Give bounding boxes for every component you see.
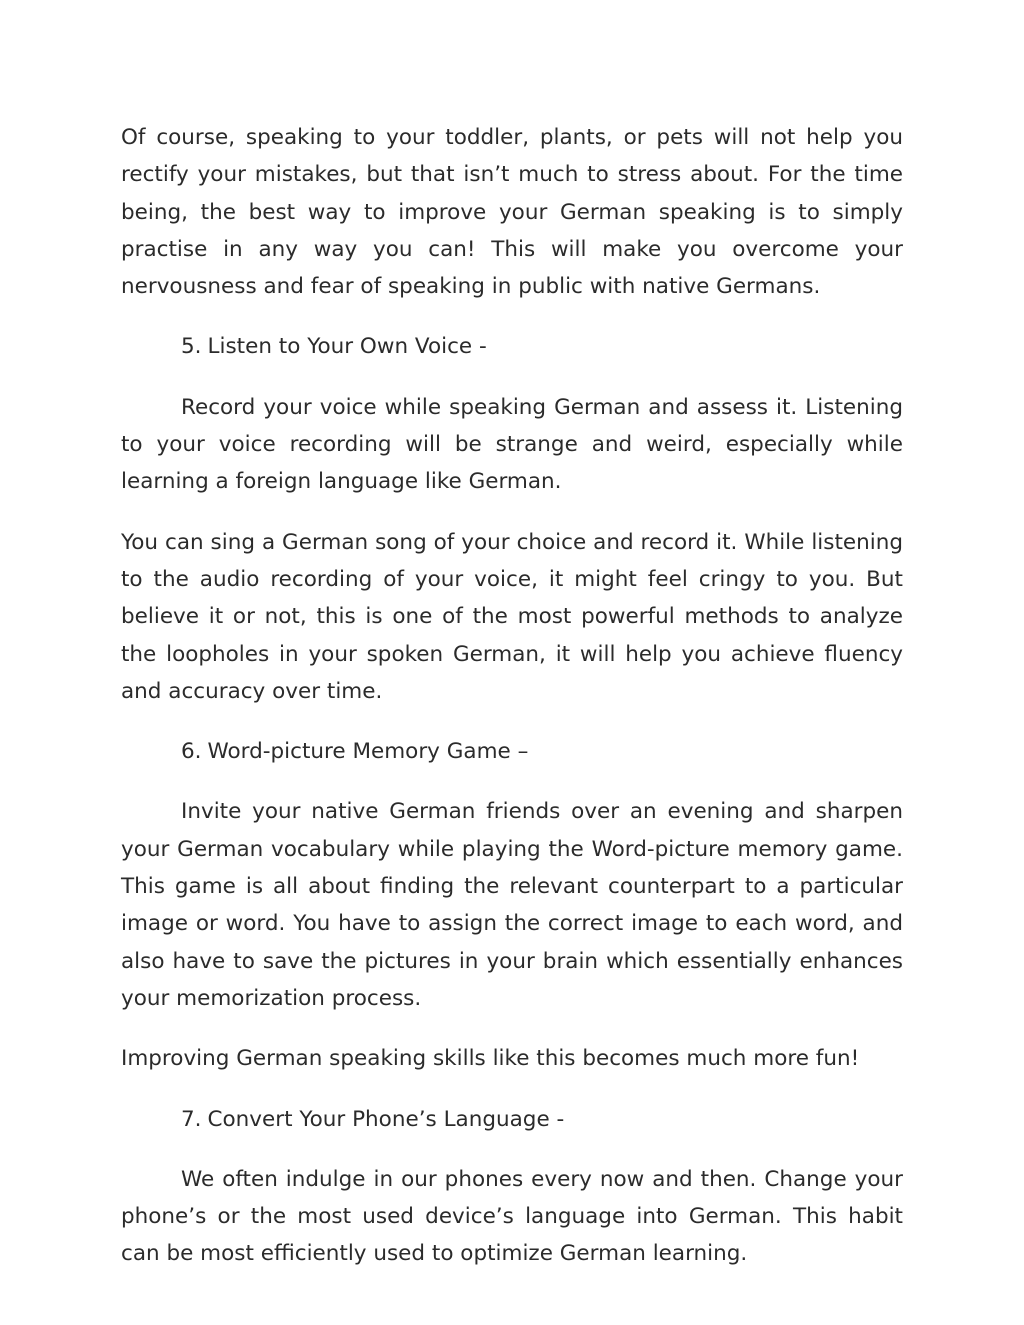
paragraph-more-fun: Improving German speaking skills like this becomes much more fun! [121, 1046, 860, 1072]
section-title: Convert Your Phone’s Language - [207, 1106, 565, 1132]
section-heading-6 [121, 733, 903, 770]
section-heading-5 [121, 328, 903, 365]
section-number: 6. [181, 739, 202, 765]
section-title: Word-picture Memory Game – [207, 739, 529, 765]
paragraph-sing-song: You can sing a German song of your choice and record it. While listening to the audio recording of your voice, it might feel cringy to you. But believe it or not, this is one of the most powerful methods to analyze the loopholes in your spoken German, it will help you achieve fluency and accuracy over time. [121, 529, 903, 704]
paragraph-phone-language: We often indulge in our phones every now and then. Change your phone’s or the most used device’s language into German. This habit can be most efficiently used to optimize German learning. [121, 1166, 903, 1267]
section-number: 7. [181, 1106, 202, 1132]
paragraph-memory-game: Invite your native German friends over an evening and sharpen your German vocabulary while playing the Word-picture memory game. This game is all about finding the relevant counterpart to a particular image or word. You have to assign the correct image to each word, and also have to save the pictures in your brain which essentially enhances your memorization process. [121, 799, 903, 1011]
section-heading-7 [121, 1101, 903, 1138]
document-body [121, 119, 903, 1296]
section-number: 5. [181, 334, 202, 360]
paragraph-record-voice: Record your voice while speaking German and assess it. Listening to your voice recording will be strange and weird, especially while learning a foreign language like German. [121, 394, 903, 495]
section-title: Listen to Your Own Voice - [207, 334, 487, 360]
paragraph-speaking-practice: Of course, speaking to your toddler, plants, or pets will not help you rectify your mistakes, but that isn’t much to stress about. For the time being, the best way to improve your German speaking is to simply practise in any way you can! This will make you overcome your nervousness and fear of speaking in public with native Germans. [121, 125, 903, 300]
